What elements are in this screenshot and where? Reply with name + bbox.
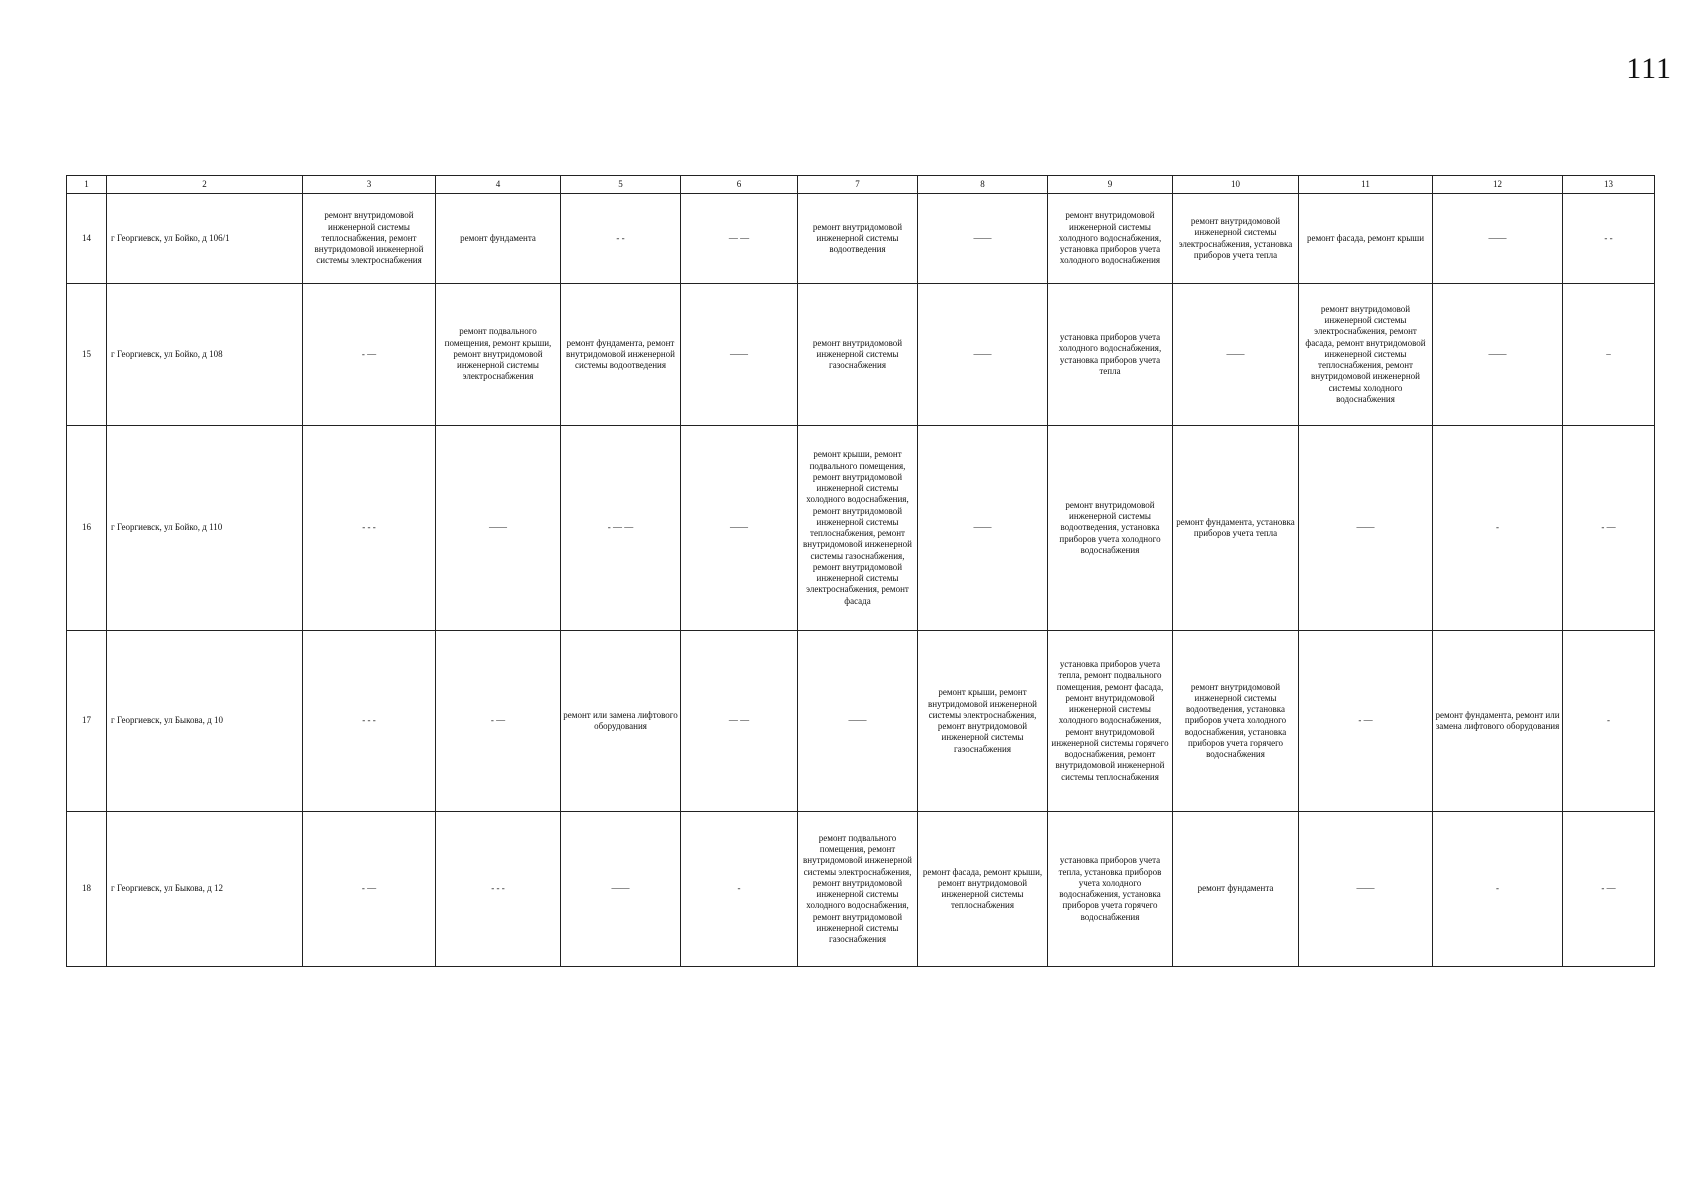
table-cell: —— [1433,194,1563,284]
table-cell: ремонт внутридомовой инженерной системы теплоснабжения, ремонт внутридомовой инженерной системы электроснабжения [303,194,436,284]
table-cell: ремонт внутридомовой инженерной системы электроснабжения, ремонт фасада, ремонт внутридомовой инженерной системы теплоснабжения, ремонт внутридомовой инженерной системы холодного водоснабжения [1299,284,1433,426]
row-number: 15 [67,284,107,426]
table-row [67,812,1655,967]
page-number: 111 [1626,52,1672,85]
table-cell: установка приборов учета холодного водоснабжения, установка приборов учета тепла [1048,284,1173,426]
table-cell: - [1433,426,1563,631]
table-cell: - - [561,194,681,284]
table-cell: - — [1299,631,1433,812]
table-cell: - [1433,812,1563,967]
table-cell: ремонт внутридомовой инженерной системы холодного водоснабжения, установка приборов учета холодного водоснабжения [1048,194,1173,284]
table-cell: ремонт внутридомовой инженерной системы электроснабжения, установка приборов учета тепла [1173,194,1299,284]
table-cell: - [681,812,798,967]
table-row [67,284,1655,426]
table-cell: - - [1563,194,1655,284]
table-cell: - — [1563,812,1655,967]
table-cell: — — [681,631,798,812]
table-cell: - - - [436,812,561,967]
table-cell: —— [681,284,798,426]
column-number: 5 [561,176,681,194]
column-number: 13 [1563,176,1655,194]
address-cell: г Георгиевск, ул Быкова, д 12 [107,812,303,967]
table-cell: ремонт внутридомовой инженерной системы газоснабжения [798,284,918,426]
table-row [67,194,1655,284]
table-cell: ремонт фасада, ремонт крыши [1299,194,1433,284]
column-number: 1 [67,176,107,194]
table-cell: —— [1173,284,1299,426]
address-cell: г Георгиевск, ул Бойко, д 110 [107,426,303,631]
column-number: 12 [1433,176,1563,194]
table-cell: - — [436,631,561,812]
row-number: 17 [67,631,107,812]
address-cell: г Георгиевск, ул Бойко, д 106/1 [107,194,303,284]
table-cell: — — [681,194,798,284]
table-cell: —— [436,426,561,631]
column-number: 10 [1173,176,1299,194]
table-cell: – [1563,284,1655,426]
table-cell: ремонт фасада, ремонт крыши, ремонт внутридомовой инженерной системы теплоснабжения [918,812,1048,967]
row-number: 18 [67,812,107,967]
table-cell: —— [918,426,1048,631]
table-cell: ремонт или замена лифтового оборудования [561,631,681,812]
table-row [67,426,1655,631]
table-cell: - — [303,812,436,967]
column-number: 3 [303,176,436,194]
table-cell: —— [1433,284,1563,426]
table-cell: —— [681,426,798,631]
table-cell: —— [561,812,681,967]
table-cell: ремонт подвального помещения, ремонт внутридомовой инженерной системы электроснабжения, ремонт внутридомовой инженерной системы холодного водоснабжения, ремонт внутридомовой инженерной системы газоснабжения [798,812,918,967]
table-cell: —— [918,284,1048,426]
address-cell: г Георгиевск, ул Бойко, д 108 [107,284,303,426]
table-cell: - - - [303,426,436,631]
row-number: 14 [67,194,107,284]
table-cell: ремонт внутридомовой инженерной системы водоотведения, установка приборов учета холодного водоснабжения, установка приборов учета горячего водоснабжения [1173,631,1299,812]
column-number: 4 [436,176,561,194]
table-cell: ремонт фундамента, установка приборов учета тепла [1173,426,1299,631]
table-cell: - - - [303,631,436,812]
table-cell: —— [798,631,918,812]
table-cell: ремонт фундамента, ремонт внутридомовой инженерной системы водоотведения [561,284,681,426]
table-cell: ремонт внутридомовой инженерной системы водоотведения [798,194,918,284]
table-cell: ремонт крыши, ремонт внутридомовой инженерной системы электроснабжения, ремонт внутридомовой инженерной системы газоснабжения [918,631,1048,812]
table-cell: - [1563,631,1655,812]
column-number: 8 [918,176,1048,194]
repair-schedule-table [66,175,1655,967]
column-number: 7 [798,176,918,194]
table-cell: ремонт фундамента, ремонт или замена лифтового оборудования [1433,631,1563,812]
table-cell: ремонт фундамента [1173,812,1299,967]
table-cell: установка приборов учета тепла, ремонт подвального помещения, ремонт фасада, ремонт внутридомовой инженерной системы холодного водоснабжения, ремонт внутридомовой инженерной системы горячего водоснабжения, ремонт внутридомовой инженерной системы теплоснабжения [1048,631,1173,812]
table-cell: - — [1563,426,1655,631]
table-cell: ремонт крыши, ремонт подвального помещения, ремонт внутридомовой инженерной системы холодного водоснабжения, ремонт внутридомовой инженерной системы теплоснабжения, ремонт внутридомовой инженерной системы газоснабжения, ремонт внутридомовой инженерной системы электроснабжения, ремонт фасада [798,426,918,631]
table-cell: ремонт фундамента [436,194,561,284]
table-cell: —— [918,194,1048,284]
column-number: 11 [1299,176,1433,194]
address-cell: г Георгиевск, ул Быкова, д 10 [107,631,303,812]
table-cell: —— [1299,812,1433,967]
table-cell: - — [303,284,436,426]
table-cell: ремонт подвального помещения, ремонт крыши, ремонт внутридомовой инженерной системы электроснабжения [436,284,561,426]
table-cell: ремонт внутридомовой инженерной системы водоотведения, установка приборов учета холодного водоснабжения [1048,426,1173,631]
table-cell: установка приборов учета тепла, установка приборов учета холодного водоснабжения, установка приборов учета горячего водоснабжения [1048,812,1173,967]
column-number: 6 [681,176,798,194]
column-number: 2 [107,176,303,194]
column-number-row [67,176,1655,194]
table-row [67,631,1655,812]
table-cell: - — — [561,426,681,631]
column-number: 9 [1048,176,1173,194]
table-cell: —— [1299,426,1433,631]
row-number: 16 [67,426,107,631]
